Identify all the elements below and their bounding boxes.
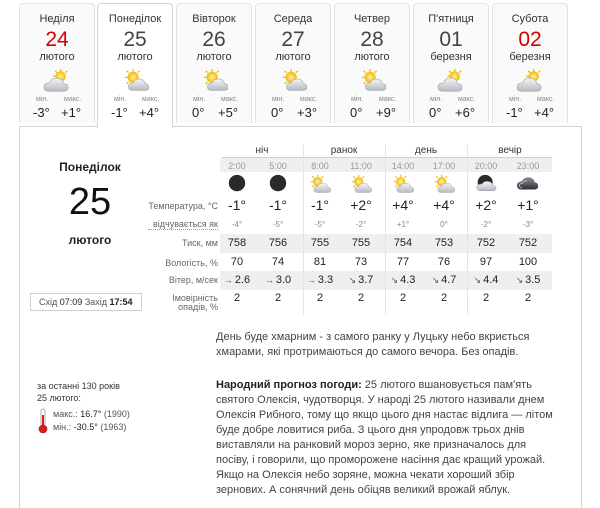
tab-day-name: Четвер xyxy=(353,13,391,25)
tab-day-number: 02 xyxy=(518,28,542,51)
partly-cloudy-icon xyxy=(513,68,547,94)
time-slot: 5:00 xyxy=(269,161,287,171)
current-day-name: Понеділок xyxy=(59,160,121,174)
tab-min-temp: -1° xyxy=(111,105,128,120)
feels-like-value: -5° xyxy=(272,220,284,229)
tab-min-temp: -1° xyxy=(506,105,523,120)
tab-month: лютого xyxy=(39,51,75,63)
wind-arrow-icon: ↘ xyxy=(515,275,524,285)
wind-value: ↘ 4.4 xyxy=(473,274,499,286)
partly-sunny-icon xyxy=(307,174,333,194)
cloudy-night-icon xyxy=(473,174,499,194)
temperature-value: +2° xyxy=(350,197,372,213)
feels-like-value: -5° xyxy=(314,220,326,229)
humidity-value: 74 xyxy=(271,256,285,268)
wind-arrow-icon: → xyxy=(223,275,233,285)
sunrise-label: Схід xyxy=(39,297,58,307)
humidity-value: 73 xyxy=(354,256,368,268)
humidity-label: Вологість, % xyxy=(165,258,218,268)
tab-max-temp: +5° xyxy=(218,105,239,120)
partly-sunny-icon xyxy=(197,68,231,94)
history-block xyxy=(37,380,187,404)
min-label: мін. xyxy=(509,96,522,103)
history-min-year: (1963) xyxy=(100,422,127,432)
tab-min-temp: 0° xyxy=(271,105,284,120)
pressure-value: 753 xyxy=(434,237,454,249)
history-max: макс.: 16.7° (1990) xyxy=(53,409,130,419)
sunset-label: Захід xyxy=(84,297,108,307)
humidity-value: 97 xyxy=(479,256,493,268)
history-max-value: 16.7° xyxy=(80,409,102,419)
history-min: мін.: -30.5° (1963) xyxy=(53,422,127,432)
tab-day-number: 01 xyxy=(439,28,463,51)
feels-like-value: -2° xyxy=(480,220,492,229)
period-night: ніч xyxy=(255,145,269,156)
pressure-value: 752 xyxy=(476,237,496,249)
day-tabs xyxy=(19,3,582,127)
pressure-value: 758 xyxy=(227,237,247,249)
pressure-label: Тиск, мм xyxy=(182,238,218,248)
tab-month: березня xyxy=(509,51,551,63)
max-label: макс. xyxy=(458,96,476,103)
sunset-time: 17:54 xyxy=(109,297,133,307)
partly-sunny-icon xyxy=(118,68,152,94)
current-day-number: 25 xyxy=(68,181,112,223)
tab-day-name: П'ятниця xyxy=(428,13,474,25)
history-line-2: 25 лютого: xyxy=(37,393,81,403)
wind-label: Вітер, м/сек xyxy=(168,275,218,285)
partly-sunny-icon xyxy=(431,174,457,194)
precip-value: 2 xyxy=(524,292,532,304)
temperature-value: +1° xyxy=(517,197,539,213)
max-label: макс. xyxy=(379,96,397,103)
feels-like-value: -4° xyxy=(231,220,243,229)
history-line-1: за останні 130 років xyxy=(37,381,120,391)
feels-like-value: 0° xyxy=(440,220,448,229)
humidity-value: 77 xyxy=(396,256,410,268)
tab-day-number: 26 xyxy=(202,28,226,51)
tab-max-temp: +4° xyxy=(534,105,555,120)
feels-like-value: -2° xyxy=(355,220,367,229)
day-description: День буде хмарним - з самого ранку у Луцьку небо вкриється хмарами, які протримаються до самого вечора. Без опадів. xyxy=(216,331,530,358)
sunrise-sunset-box xyxy=(30,293,142,311)
partly-sunny-icon xyxy=(276,68,310,94)
tab-max-temp: +1° xyxy=(61,105,82,120)
history-max-year: (1990) xyxy=(103,409,130,419)
max-label: макс. xyxy=(142,96,160,103)
tab-day-number: 28 xyxy=(360,28,384,51)
wind-value: ↘ 4.3 xyxy=(390,274,416,286)
tab-day-name: Неділя xyxy=(39,13,75,25)
tab-month: лютого xyxy=(275,51,311,63)
wind-value: → 3.3 xyxy=(306,274,334,286)
feels-like-value: -3° xyxy=(522,220,534,229)
partly-sunny-icon xyxy=(390,174,416,194)
tab-day-number: 25 xyxy=(123,28,147,51)
temperature-value: +2° xyxy=(475,197,497,213)
precip-value: 2 xyxy=(399,292,407,304)
min-label: мін. xyxy=(36,96,49,103)
tab-month: лютого xyxy=(117,51,153,63)
partly-cloudy-icon xyxy=(434,68,468,94)
time-slot: 2:00 xyxy=(228,161,246,171)
tab-day-name: Понеділок xyxy=(108,13,162,25)
partly-cloudy-icon xyxy=(40,68,74,94)
period-separator xyxy=(303,145,304,315)
wind-value: → 3.0 xyxy=(264,274,292,286)
day-tab-0[interactable] xyxy=(19,3,95,123)
history-min-value: -30.5° xyxy=(73,422,98,432)
wind-value: ↘ 3.7 xyxy=(348,274,374,286)
precip-value: 2 xyxy=(440,292,448,304)
time-slot: 8:00 xyxy=(311,161,329,171)
day-tab-1[interactable] xyxy=(97,3,173,128)
moon-icon xyxy=(265,174,291,194)
wind-arrow-icon: ↘ xyxy=(473,275,482,285)
day-tab-4[interactable] xyxy=(334,3,410,123)
pressure-value: 755 xyxy=(351,237,371,249)
period-separator xyxy=(385,145,386,315)
max-label: макс. xyxy=(64,96,82,103)
precip-value: 2 xyxy=(316,292,324,304)
wind-value: → 2.6 xyxy=(223,274,251,286)
tab-day-name: Середа xyxy=(273,13,313,25)
wind-value: ↘ 4.7 xyxy=(431,274,457,286)
humidity-value: 76 xyxy=(437,256,451,268)
current-month: лютого xyxy=(68,233,112,247)
pressure-value: 752 xyxy=(518,237,538,249)
max-label: макс. xyxy=(300,96,318,103)
day-tab-6[interactable] xyxy=(492,3,568,123)
precip-value: 2 xyxy=(482,292,490,304)
pressure-value: 754 xyxy=(393,237,413,249)
precip-value: 2 xyxy=(233,292,241,304)
min-label: мін. xyxy=(193,96,206,103)
tab-max-temp: +9° xyxy=(376,105,397,120)
wind-arrow-icon: → xyxy=(306,275,316,285)
wind-arrow-icon: ↘ xyxy=(390,275,399,285)
tab-month: березня xyxy=(430,51,472,63)
tab-day-name: Вівторок xyxy=(192,13,236,25)
humidity-value: 81 xyxy=(313,256,327,268)
feels-like-value: +1° xyxy=(396,220,410,229)
thermometer-icon xyxy=(37,408,49,434)
tab-min-temp: -3° xyxy=(33,105,50,120)
tab-day-number: 27 xyxy=(281,28,305,51)
tab-min-temp: 0° xyxy=(429,105,442,120)
wind-arrow-icon: ↘ xyxy=(348,275,357,285)
min-label: мін. xyxy=(114,96,127,103)
period-morning: ранок xyxy=(330,145,358,156)
humidity-value: 100 xyxy=(518,256,538,268)
wind-arrow-icon: → xyxy=(264,275,274,285)
temperature-value: -1° xyxy=(227,197,247,213)
day-tab-2[interactable] xyxy=(176,3,252,123)
time-slot: 20:00 xyxy=(474,161,498,171)
tab-max-temp: +3° xyxy=(297,105,318,120)
folk-forecast xyxy=(216,378,556,498)
partly-sunny-icon xyxy=(348,174,374,194)
precip-value: 2 xyxy=(274,292,282,304)
temperature-value: -1° xyxy=(268,197,288,213)
wind-value: ↘ 3.5 xyxy=(515,274,541,286)
folk-forecast-text: 25 лютого вшановується пам'ять святого Олексія, чудотворця. У народі 25 лютого називали днем Олексія Рибного, тому що якщо цього дня настає відлига — літом буде добре ловитися риба. З цього дня упродовж трьох днів виставляли на ранковий мороз зерно, яке призначалось для посіву, і говорили, що проморожене насіння дає кращий урожай. Якщо на Олексія небо зоряне, можна чекати хороший збір зернових. А сонячний день обіцяв великий врожай яблук. xyxy=(216,379,553,496)
temperature-value: +4° xyxy=(392,197,414,213)
period-separator xyxy=(467,145,468,315)
min-label: мін. xyxy=(430,96,443,103)
pressure-value: 756 xyxy=(268,237,288,249)
min-label: мін. xyxy=(272,96,285,103)
humidity-value: 70 xyxy=(230,256,244,268)
min-label: мін. xyxy=(351,96,364,103)
moon-icon xyxy=(224,174,250,194)
tab-max-temp: +4° xyxy=(139,105,160,120)
period-evening: вечір xyxy=(498,145,522,156)
time-slot: 17:00 xyxy=(432,161,456,171)
tab-day-name: Субота xyxy=(511,13,549,25)
temperature-label: Температура, °C xyxy=(148,201,218,211)
day-tab-5[interactable] xyxy=(413,3,489,123)
feels-like-label[interactable]: відчувається як xyxy=(148,220,218,230)
tab-min-temp: 0° xyxy=(192,105,205,120)
tab-day-number: 24 xyxy=(45,28,69,51)
partly-sunny-icon xyxy=(355,68,389,94)
max-label: макс. xyxy=(221,96,239,103)
cloud-icon xyxy=(515,174,541,194)
pressure-value: 755 xyxy=(310,237,330,249)
max-label: макс. xyxy=(537,96,555,103)
precip-label-1: Імовірність xyxy=(172,293,218,303)
day-tab-3[interactable] xyxy=(255,3,331,123)
time-slot: 11:00 xyxy=(350,161,372,171)
time-slot: 23:00 xyxy=(516,161,540,171)
temperature-value: +4° xyxy=(433,197,455,213)
wind-arrow-icon: ↘ xyxy=(431,275,440,285)
folk-forecast-title: Народний прогноз погоди: xyxy=(216,379,362,391)
tab-min-temp: 0° xyxy=(350,105,363,120)
tab-max-temp: +6° xyxy=(455,105,476,120)
sunrise-time: 07:09 xyxy=(59,297,83,307)
temperature-value: -1° xyxy=(310,197,330,213)
tab-month: лютого xyxy=(354,51,390,63)
time-slot: 14:00 xyxy=(391,161,415,171)
precip-label-2: опадів, % xyxy=(178,302,218,312)
tab-month: лютого xyxy=(196,51,232,63)
period-day: день xyxy=(414,145,438,156)
precip-value: 2 xyxy=(357,292,365,304)
